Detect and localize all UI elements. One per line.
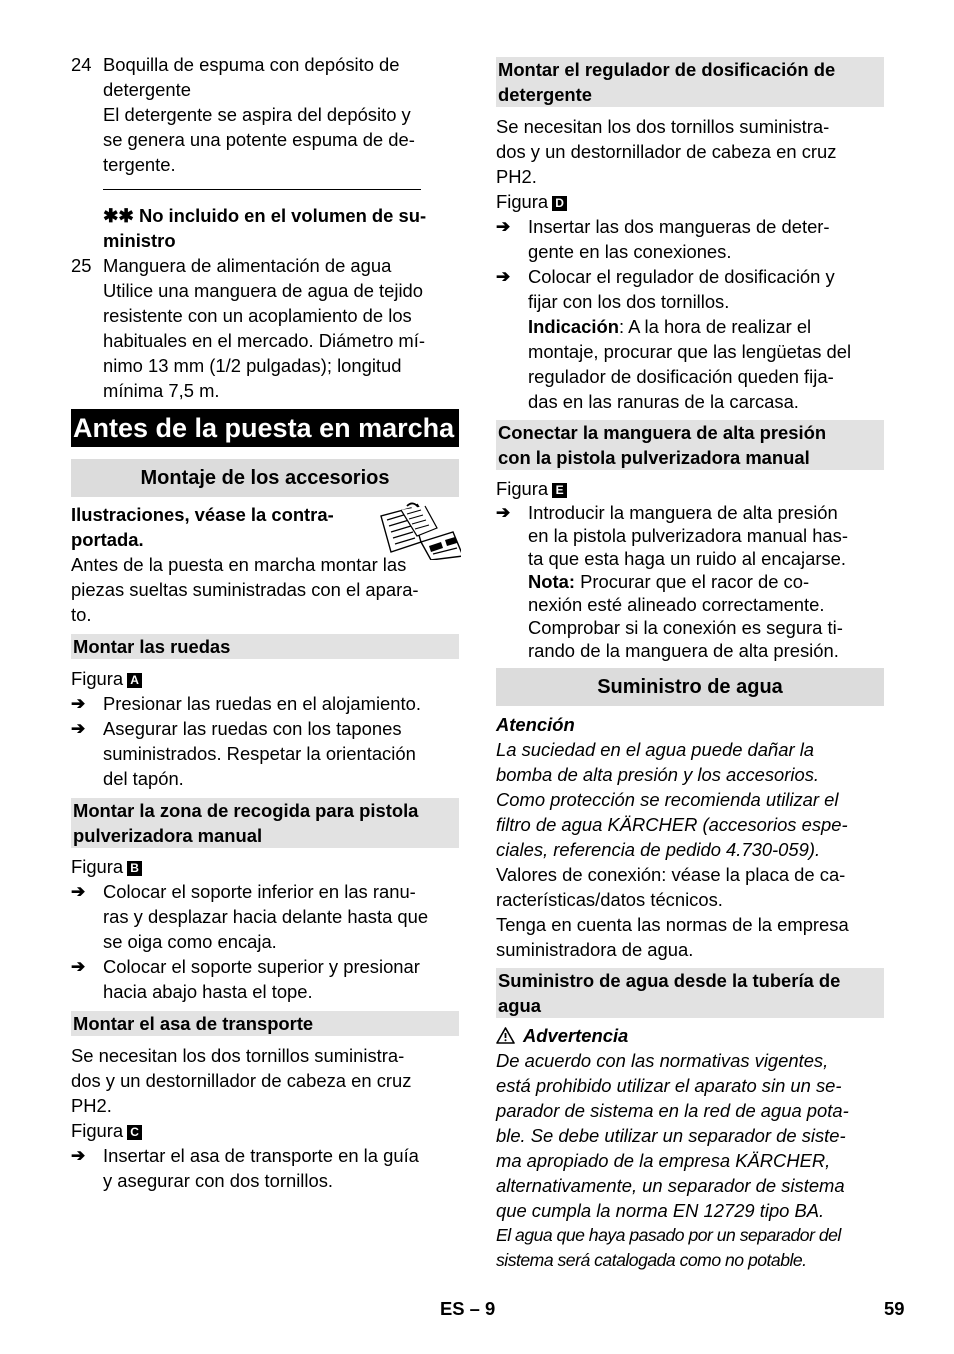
warning-triangle-icon (496, 1027, 515, 1044)
arrow-right-icon: ➔ (71, 1146, 86, 1165)
item-text: se genera una potente espuma de de- (103, 129, 415, 150)
note-label: Nota: (528, 571, 575, 592)
note-line (528, 570, 884, 593)
item-text: Manguera de alimentación de agua (103, 255, 392, 276)
intro-text: piezas sueltas suministradas con el apara- (71, 579, 419, 600)
body-text: Se necesitan los dos tornillos suministra- (496, 116, 830, 137)
illustrations-note (71, 502, 459, 552)
step-text: ta que esta haga un ruido al encajarse. (528, 548, 846, 569)
footer-page-number: 59 (884, 1298, 905, 1319)
step-item (496, 214, 884, 264)
figure-letter-badge: C (127, 1125, 142, 1140)
item-24 (71, 52, 459, 177)
subheading-text: con la pistola pulverizadora manual (498, 447, 810, 468)
figure-label: Figura (71, 856, 124, 877)
attention-text: filtro de agua KÄRCHER (accesorios espe- (496, 814, 848, 835)
subheading-text: pulverizadora manual (73, 825, 263, 846)
subheading-zona-recogida (71, 798, 459, 848)
body-text: dos y un destornillador de cabeza en cruz (496, 141, 837, 162)
arrow-right-icon: ➔ (496, 217, 511, 236)
step-text: Presionar las ruedas en el alojamiento. (103, 693, 421, 714)
step-item (71, 716, 459, 791)
illustrations-text: Ilustraciones, véase la contra- (71, 504, 334, 525)
subheading-ruedas: Montar las ruedas (71, 634, 459, 659)
warning-body: parador de sistema en la red de agua pota- (496, 1100, 849, 1121)
step-text: Colocar el soporte inferior en las ranu- (103, 881, 416, 902)
body-text: PH2. (71, 1095, 112, 1116)
step-item (496, 264, 884, 414)
attention-text: ciales, referencia de pedido 4.730-059). (496, 839, 821, 860)
item-text: El detergente se aspira del depósito y (103, 104, 411, 125)
step-text: Insertar las dos mangueras de deter- (528, 216, 830, 237)
step-text: suministrados. Respetar la orientación (103, 743, 416, 764)
step-text: Colocar el regulador de dosificación y (528, 266, 835, 287)
step-text: hacia abajo hasta el tope. (103, 981, 313, 1002)
attention-text: La suciedad en el agua puede dañar la (496, 739, 815, 760)
step-text: del tapón. (103, 768, 184, 789)
figure-reference-e (496, 476, 884, 501)
body-text: dos y un destornillador de cabeza en cruz (71, 1070, 412, 1091)
item-text: detergente (103, 79, 191, 100)
item-text: habituales en el mercado. Diámetro mí- (103, 330, 425, 351)
step-text: en la pistola pulverizadora manual has- (528, 525, 848, 546)
subheading-text: Montar la zona de recogida para pistola (73, 800, 419, 821)
step-text: gente en las conexiones. (528, 241, 732, 262)
step-item (71, 954, 459, 1004)
subheading-text: agua (498, 995, 541, 1016)
book-pages-icon (377, 502, 461, 560)
footer-language-page: ES – 9 (440, 1298, 496, 1319)
arrow-right-icon: ➔ (71, 719, 86, 738)
note-text: regulador de dosificación queden fija- (528, 366, 834, 387)
step-text: fijar con los dos tornillos. (528, 291, 730, 312)
figure-letter-badge: B (127, 861, 142, 876)
body-text: Valores de conexión: véase la placa de ca- (496, 864, 846, 885)
figure-label: Figura (71, 1120, 124, 1141)
subheading-text: detergente (498, 84, 593, 105)
attention-text: bomba de alta presión y los accesorios. (496, 764, 820, 785)
attention-text: Como protección se recomienda utilizar el (496, 789, 839, 810)
note-text: Procurar que el racor de co- (575, 571, 810, 592)
arrow-right-icon: ➔ (71, 694, 86, 713)
note-text: montaje, procurar que las lengüetas del (528, 341, 852, 362)
step-text: ras y desplazar hacia delante hasta que (103, 906, 429, 927)
step-text: y asegurar con dos tornillos. (103, 1170, 333, 1191)
subheading-tuberia (496, 968, 884, 1018)
item-text: mínima 7,5 m. (103, 380, 220, 401)
step-item (496, 501, 884, 662)
note-label: Indicación (528, 316, 619, 337)
step-text: se oiga como encaja. (103, 931, 277, 952)
figure-letter-badge: D (552, 196, 567, 211)
step-item (71, 1143, 459, 1193)
item-text: Utilice una manguera de agua de tejido (103, 280, 424, 301)
figure-reference-d (496, 189, 884, 214)
step-item (71, 691, 459, 716)
item-text: Boquilla de espuma con depósito de (103, 54, 400, 75)
subheading-alta-presion (496, 420, 884, 470)
attention-label: Atención (496, 714, 575, 735)
subheading-text: Suministro de agua desde la tubería de (498, 970, 841, 991)
item-text: resistente con un acoplamiento de los (103, 305, 412, 326)
step-text: Asegurar las ruedas con los tapones (103, 718, 402, 739)
figure-letter-badge: E (552, 483, 567, 498)
warning-body: alternativamente, un separador de sistema (496, 1175, 845, 1196)
note-text: Comprobar si la conexión es segura ti- (528, 617, 843, 638)
figure-reference-a (71, 666, 459, 691)
item-number: 25 (71, 255, 92, 276)
figure-label: Figura (496, 478, 549, 499)
subheading-text: Conectar la manguera de alta presión (498, 422, 827, 443)
note-text: : A la hora de realizar el (618, 316, 812, 337)
body-text: Tenga en cuenta las normas de la empresa (496, 914, 849, 935)
step-text: Introducir la manguera de alta presión (528, 502, 838, 523)
warning-body: que cumpla la norma EN 12729 tipo BA. (496, 1200, 825, 1221)
body-text: PH2. (496, 166, 537, 187)
illustrations-text: portada. (71, 529, 144, 550)
note-text: ministro (103, 230, 176, 251)
left-column (71, 52, 459, 1193)
note-line (528, 314, 884, 339)
body-text: Se necesitan los dos tornillos suministra- (71, 1045, 405, 1066)
figure-reference-c (71, 1118, 459, 1143)
item-text: tergente. (103, 154, 176, 175)
warning-label (496, 1023, 884, 1048)
step-text: Insertar el asa de transporte en la guía (103, 1145, 419, 1166)
figure-label: Figura (496, 191, 549, 212)
body-text: racterísticas/datos técnicos. (496, 889, 723, 910)
figure-reference-b (71, 854, 459, 879)
arrow-right-icon: ➔ (71, 957, 86, 976)
section-heading-suministro: Suministro de agua (496, 668, 884, 706)
note-text: das en las ranuras de la carcasa. (528, 391, 799, 412)
arrow-right-icon: ➔ (496, 503, 511, 522)
item-number: 24 (71, 54, 92, 75)
note-text: nexión esté alineado correctamente. (528, 594, 825, 615)
not-included-note (71, 203, 459, 253)
note-text: rando de la manguera de alta presión. (528, 640, 839, 661)
item-25 (71, 253, 459, 403)
warning-body: ble. Se debe utilizar un separador de siste- (496, 1125, 846, 1146)
arrow-right-icon: ➔ (71, 882, 86, 901)
warning-body: ma apropiado de la empresa KÄRCHER, (496, 1150, 831, 1171)
body-text: suministradora de agua. (496, 939, 694, 960)
figure-letter-badge: A (127, 673, 142, 688)
subheading-text: Montar el regulador de dosificación de (498, 59, 836, 80)
double-asterisk-icon: ✱✱ (103, 205, 134, 226)
warning-text: Advertencia (523, 1025, 629, 1046)
warning-body-small: sistema será catalogada como no potable. (496, 1250, 807, 1270)
step-text: Colocar el soporte superior y presionar (103, 956, 420, 977)
warning-body-small: El agua que haya pasado por un separador del (496, 1225, 841, 1245)
section-heading-accesorios: Montaje de los accesorios (71, 459, 459, 497)
intro-text: Antes de la puesta en marcha montar las (71, 554, 407, 575)
chapter-heading: Antes de la puesta en marcha (71, 409, 459, 447)
intro-text: to. (71, 604, 92, 625)
right-column (496, 57, 884, 1273)
subheading-regulador (496, 57, 884, 107)
subheading-asa-transporte: Montar el asa de transporte (71, 1011, 459, 1036)
warning-body: está prohibido utilizar el aparato sin un se- (496, 1075, 842, 1096)
warning-body: De acuerdo con las normativas vigentes, (496, 1050, 829, 1071)
figure-label: Figura (71, 668, 124, 689)
item-text: nimo 13 mm (1/2 pulgadas); longitud (103, 355, 402, 376)
arrow-right-icon: ➔ (496, 267, 511, 286)
step-item (71, 879, 459, 954)
note-text: No incluido en el volumen de su- (133, 205, 427, 226)
